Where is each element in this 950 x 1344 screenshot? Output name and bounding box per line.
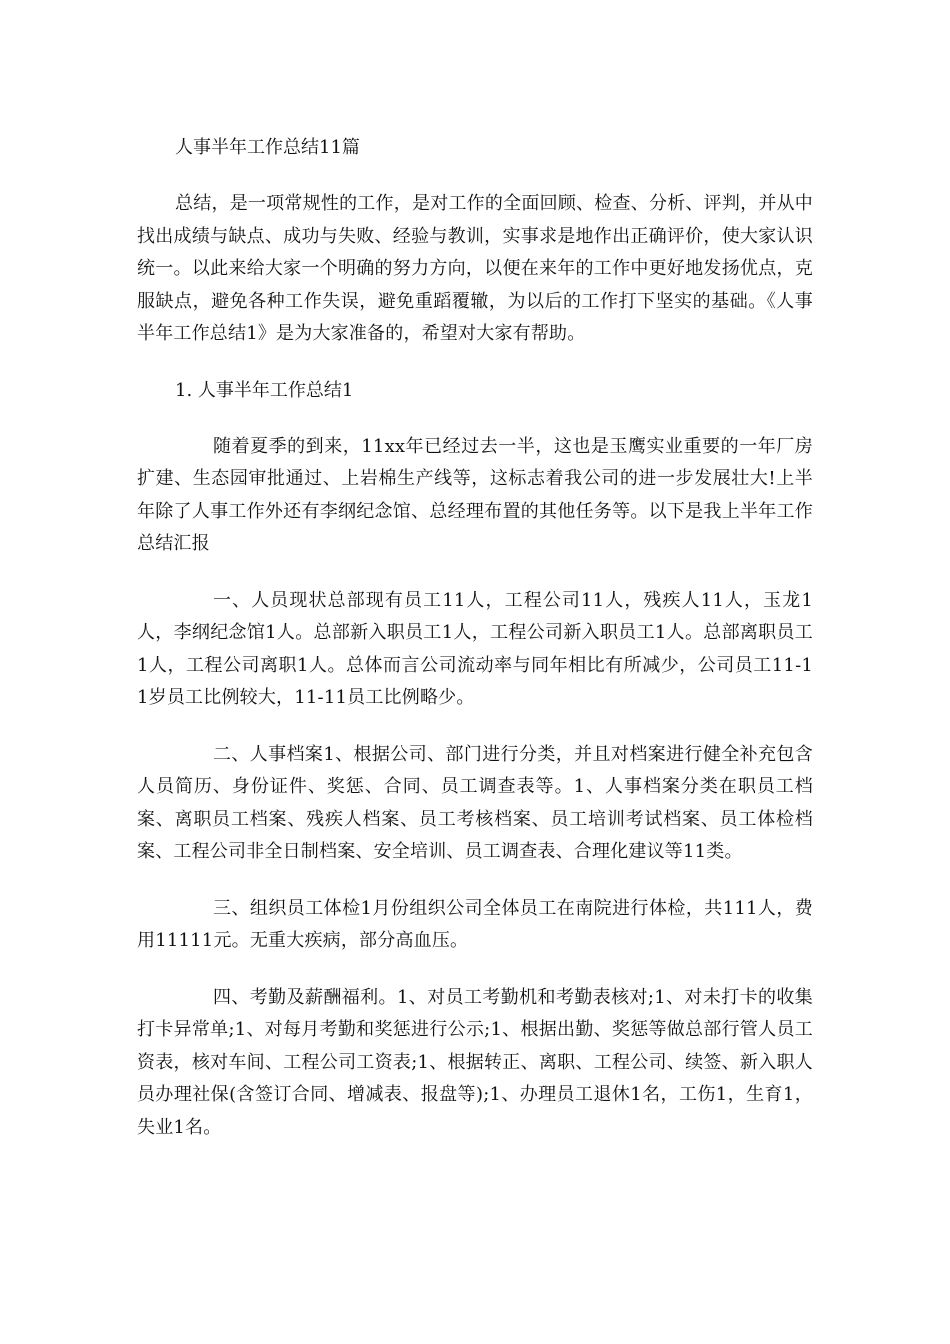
- section-heading: 1. 人事半年工作总结1: [175, 379, 354, 401]
- body-paragraph: 四、考勤及薪酬福利。1、对员工考勤机和考勤表核对;1、对未打卡的收集打卡异常单;1、对每月考勤和奖惩进行公示;1、根据出勤、奖惩等做总部行管人员工资表，核对车间、工程公司工资表;1、根据转正、离职、工程公司、续签、新入职人员办理社保(含签订合同、增减表、报盘等);1、办理员工退休1名，工伤1，生育1，失业1名。: [137, 986, 813, 1138]
- document-title: 人事半年工作总结11篇: [175, 137, 360, 158]
- body-paragraph: 二、人事档案1、根据公司、部门进行分类，并且对档案进行健全补充包含人员简历、身份证件、奖惩、合同、员工调查表等。1、人事档案分类在职员工档案、离职员工档案、残疾人档案、员工考核档案、员工培训考试档案、员工体检档案、工程公司非全日制档案、安全培训、员工调查表、合理化建议等11类。: [137, 743, 813, 862]
- document-page: [137, 132, 813, 1168]
- intro-paragraph: 总结，是一项常规性的工作，是对工作的全面回顾、检查、分析、评判，并从中找出成绩与缺点、成功与失败、经验与教训，实事求是地作出正确评价，使大家认识统一。以此来给大家一个明确的努力方向，以便在来年的工作中更好地发扬优点，克服缺点，避免各种工作失误，避免重蹈覆辙，为以后的工作打下坚实的基础。《人事半年工作总结1》是为大家准备的，希望对大家有帮助。: [137, 193, 813, 344]
- body-paragraph: 一、人员现状总部现有员工11人，工程公司11人，残疾人11人，玉龙1人，李纲纪念馆1人。总部新入职员工1人，工程公司新入职员工1人。总部离职员工1人，工程公司离职1人。总体而言公司流动率与同年相比有所减少，公司员工11-11岁员工比例较大，11-11员工比例略少。: [137, 589, 813, 708]
- body-paragraph: 随着夏季的到来，11xx年已经过去一半，这也是玉鹰实业重要的一年厂房扩建、生态园审批通过、上岩棉生产线等，这标志着我公司的进一步发展壮大!上半年除了人事工作外还有李纲纪念馆、总经理布置的其他任务等。以下是我上半年工作总结汇报: [137, 435, 813, 554]
- body-paragraph: 三、组织员工体检1月份组织公司全体员工在南院进行体检，共111人，费用11111元。无重大疾病，部分高血压。: [137, 897, 813, 951]
